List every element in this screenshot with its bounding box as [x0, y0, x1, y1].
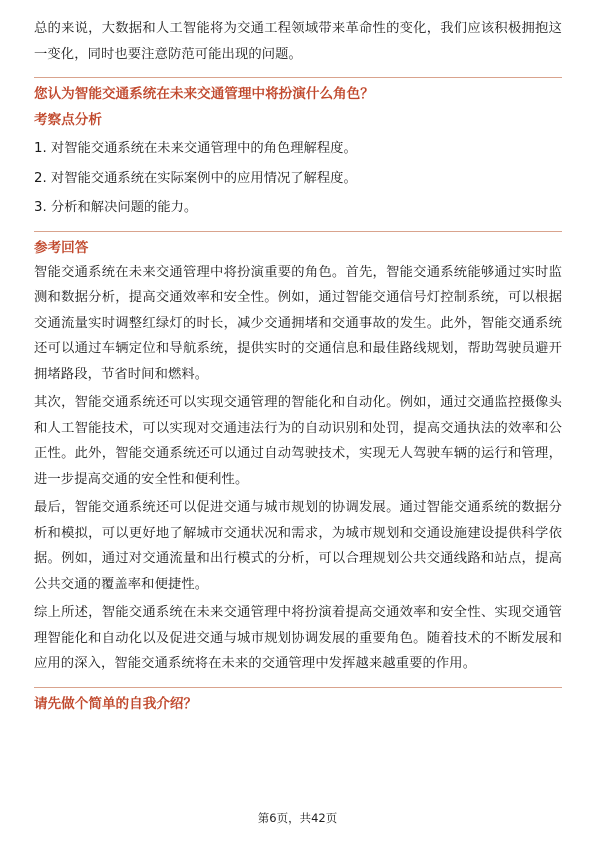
intro-paragraph: 总的来说，大数据和人工智能将为交通工程领域带来革命性的变化，我们应该积极拥抱这一变化，同时也要注意防范可能出现的问题。 [34, 21, 562, 62]
document-page [34, 16, 562, 716]
analysis-item: 3. 分析和解决问题的能力。 [34, 200, 198, 215]
analysis-item: 2. 对智能交通系统在实际案例中的应用情况了解程度。 [34, 170, 357, 186]
section-divider [34, 77, 562, 78]
section-divider [34, 231, 562, 232]
answer-paragraph: 综上所述，智能交通系统在未来交通管理中将扮演着提高交通效率和安全性、实现交通管理智能化和自动化以及促进交通与城市规划协调发展的重要角色。随着技术的不断发展和应用的深入，智能交通系统将在未来的交通管理中发挥越来越重要的作用。 [34, 605, 562, 671]
answer-paragraph: 其次，智能交通系统还可以实现交通管理的智能化和自动化。例如，通过交通监控摄像头和人工智能技术，可以实现对交通违法行为的自动识别和处罚，提高交通执法的效率和公正性。此外，智能交通系统还可以通过自动驾驶技术，实现无人驾驶车辆的运行和管理，进一步提高交通的安全性和便利性。 [34, 395, 562, 487]
question-title: 您认为智能交通系统在未来交通管理中将扮演什么角色？ [34, 86, 374, 102]
section-divider [34, 687, 562, 688]
analysis-heading: 考察点分析 [34, 112, 102, 128]
answer-heading: 参考回答 [34, 239, 89, 256]
answer-paragraph: 最后，智能交通系统还可以促进交通与城市规划的协调发展。通过智能交通系统的数据分析和模拟，可以更好地了解城市交通状况和需求，为城市规划和交通设施建设提供科学依据。例如，通过对交通流量和出行模式的分析，可以合理规划公共交通线路和站点，提高公共交通的覆盖率和便捷性。 [34, 500, 562, 592]
page-number: 第6页，共42页 [257, 811, 338, 825]
analysis-item: 1. 对智能交通系统在未来交通管理中的角色理解程度。 [34, 141, 357, 156]
question-title: 请先做个简单的自我介绍？ [34, 695, 198, 712]
answer-paragraph: 智能交通系统在未来交通管理中将扮演重要的角色。首先，智能交通系统能够通过实时监测和数据分析，提高交通效率和安全性。例如，通过智能交通信号灯控制系统，可以根据交通流量实时调整红绿灯的时长，减少交通拥堵和交通事故的发生。此外，智能交通系统还可以通过车辆定位和导航系统，提供实时的交通信息和最佳路线规划，帮助驾驶员避开拥堵路段，节省时间和燃料。 [34, 264, 562, 382]
